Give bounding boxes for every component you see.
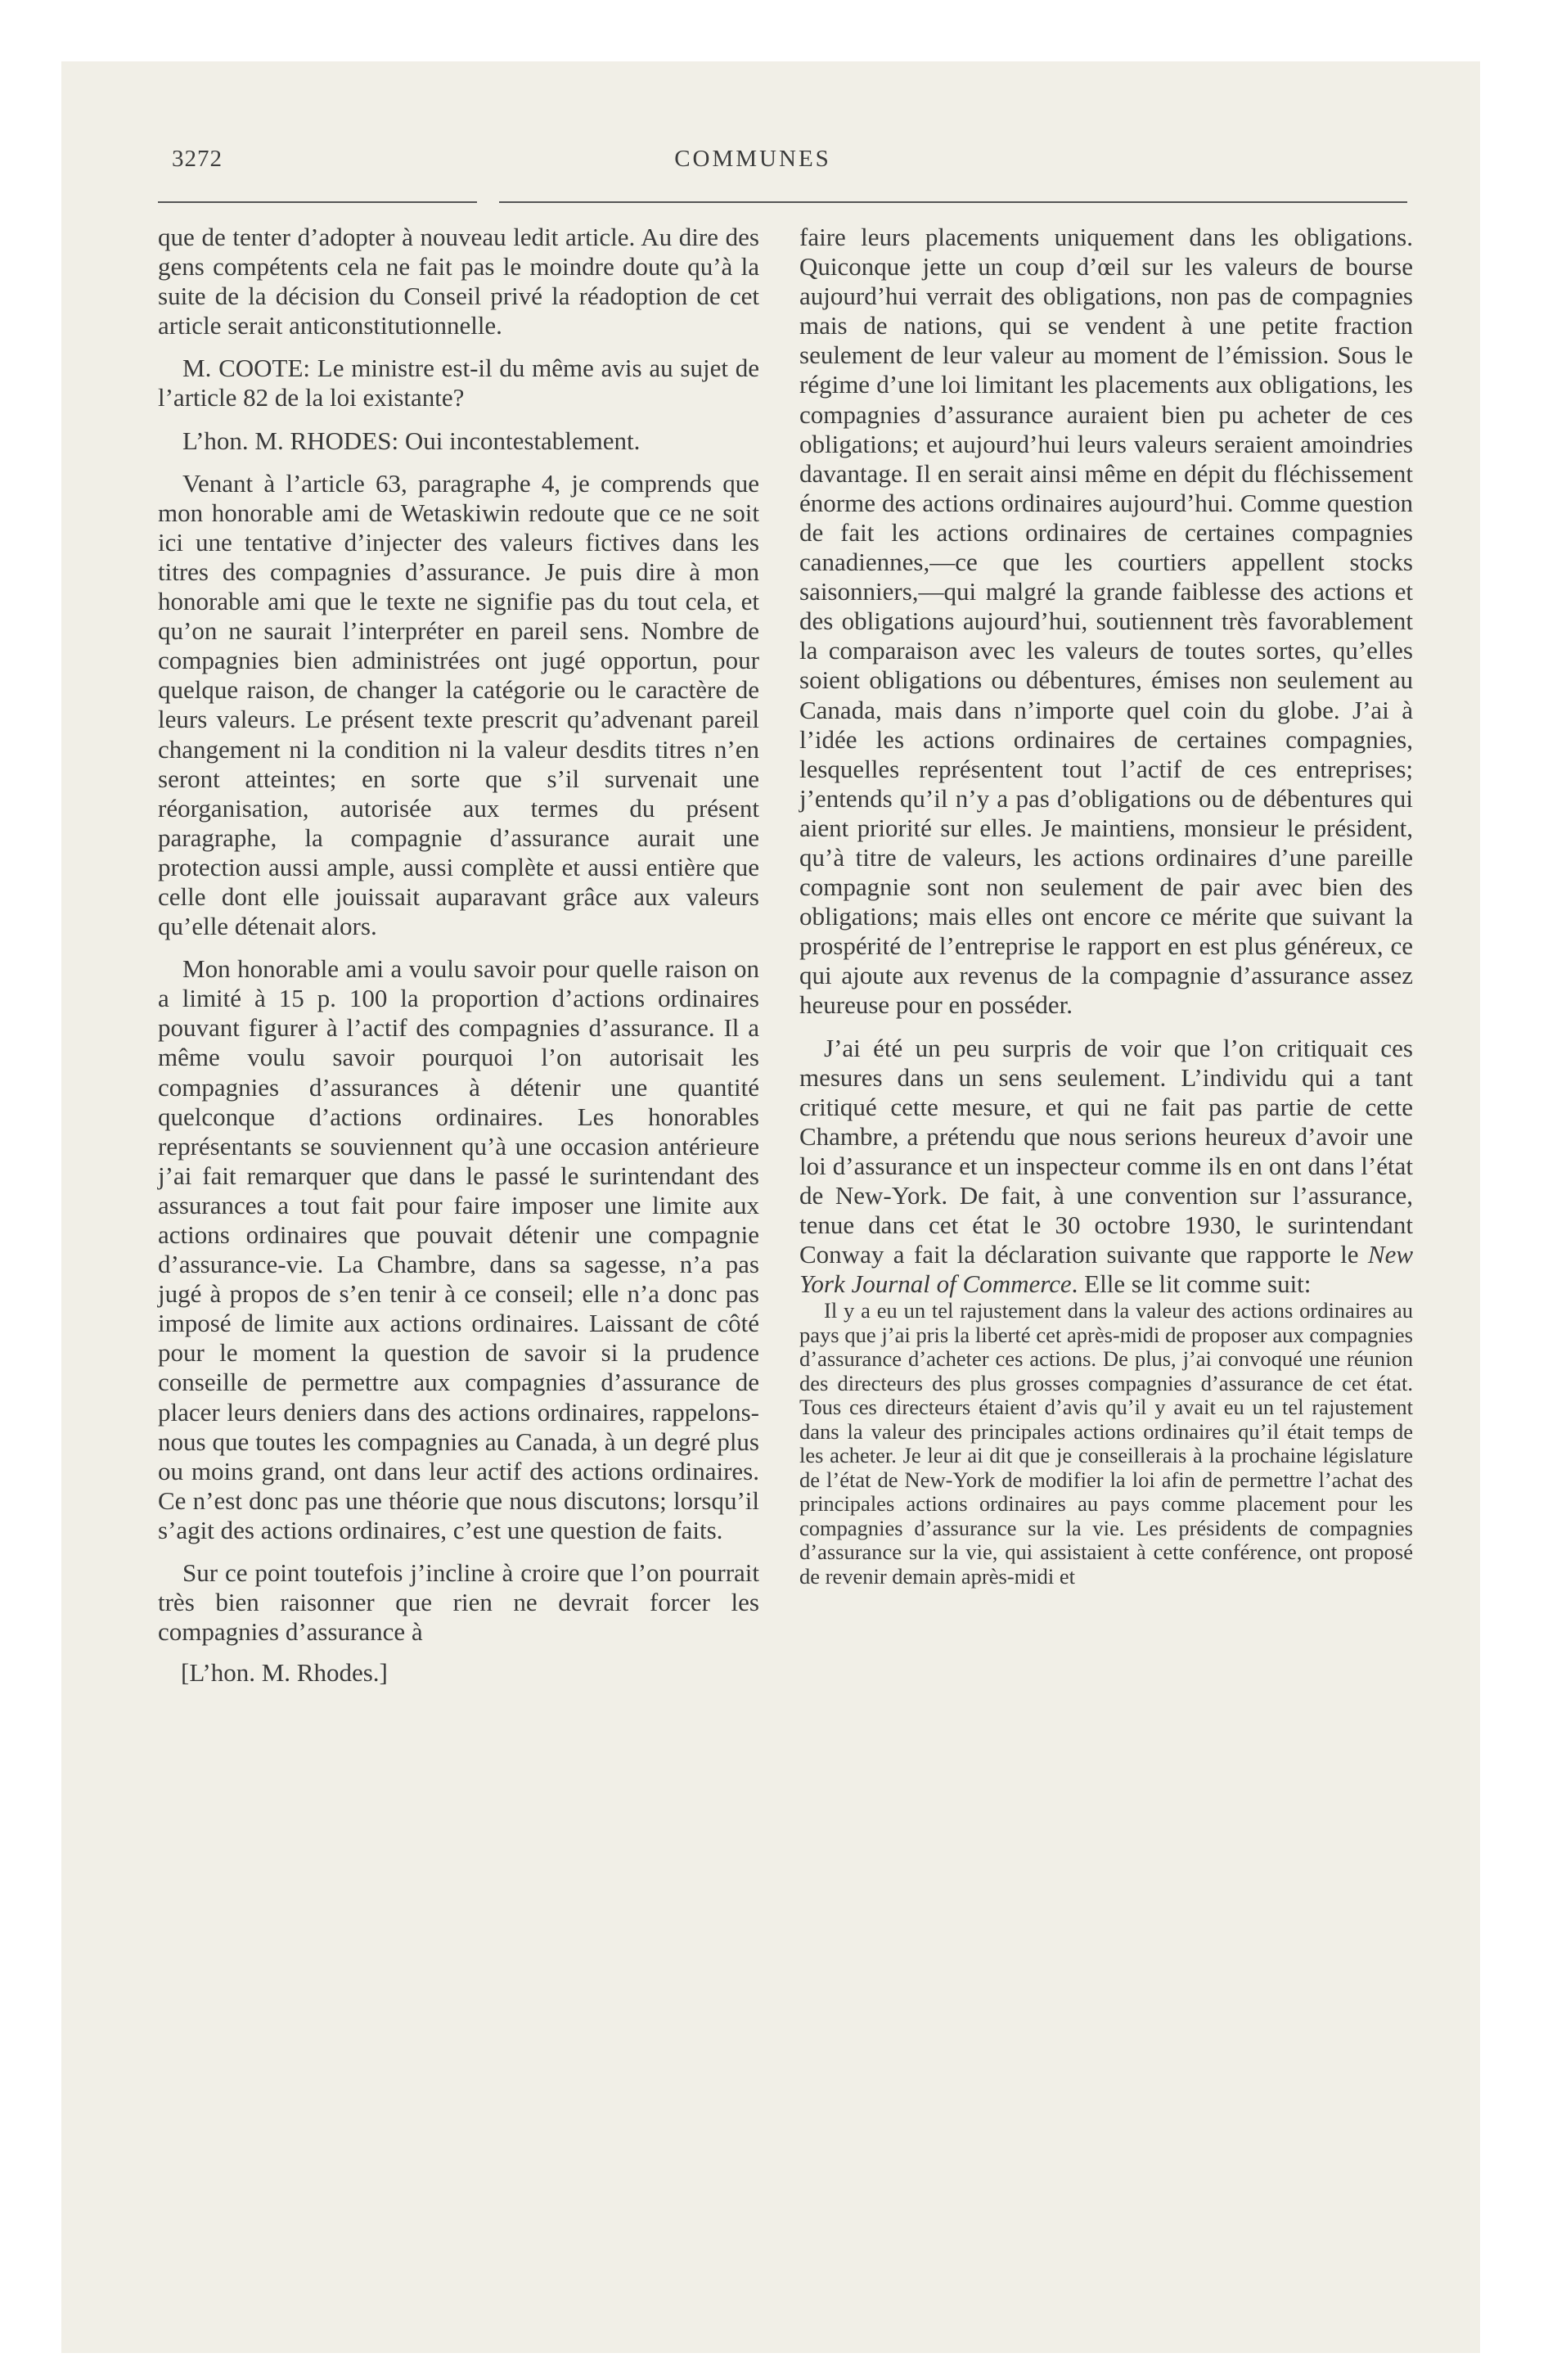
paragraph: faire leurs placements uniquement dans les obligations. Quiconque jette un coup d’œil sur les valeurs de bourse aujourd’hui verrait des obligations, non pas de compagnies mais de nations, qui se vendent à une petite fraction seulement de leur valeur au moment de l’émission. Sous le régime d’une loi limitant les placements aux obligations, les compagnies d’assurance auraient bien pu acheter de ces obligations; et aujourd’hui leurs valeurs seraient amoindries davantage. Il en serait ainsi même en dépit du fléchissement énorme des actions ordinaires aujourd’hui. Comme question de fait les actions ordinaires de certaines compagnies canadiennes,—ce que les courtiers appellent stocks saisonniers,—qui malgré la grande faiblesse des actions et des obligations aujourd’hui, soutiennent très favorablement la comparaison avec les valeurs de toutes sortes, qu’elles soient obligations ou débentures, émises non seulement au Canada, mais dans n’importe quel coin du globe. J’ai à l’idée les actions ordinaires de certaines compagnies, lesquelles représentent tout l’actif de ces entreprises; j’entends qu’il n’y a pas d’obligations ou de débentures qui aient priorité sur elles. Je maintiens, monsieur le président, qu’à titre de valeurs, les actions ordinaires d’une pareille compagnie sont non seulement de pair avec bien des obligations; mais elles ont encore ce mérite que suivant la prospérité de l’entreprise le rapport en est plus généreux, ce qui ajoute aux revenus de la compagnie d’assurance assez heureuse pour en posséder. [799,223,1413,1020]
paragraph: que de tenter d’adopter à nouveau ledit article. Au dire des gens compétents cela ne fait pas le moindre doute qu’à la suite de la décision du Conseil privé la réadoption de cet article serait anticonstitutionnelle. [158,223,759,340]
header-rule-left [158,201,477,203]
running-title: COMMUNES [674,146,831,172]
header-rule-right [499,201,1407,203]
journal-name: New York Journal of Commerce [799,1240,1414,1299]
paragraph: L’hon. M. RHODES: Oui incontestablement. [182,426,641,455]
left-column [158,223,759,1688]
block-quote: Il y a eu un tel rajustement dans la valeur des actions ordinaires au pays que j’ai pris la liberté cet après-midi de proposer aux compagnies d’assurance d’acheter ces actions. De plus, j’ai convoqué une réunion des directeurs des plus grosses compagnies d’assurance de cet état. Tous ces directeurs étaient d’avis qu’il y avait eu un tel rajustement dans la valeur des principales actions ordinaires qu’il était temps de les acheter. Je leur ai dit que je conseillerais à la prochaine législature de l’état de New-York de modifier la loi afin de permettre l’achat des principales actions ordinaires au pays comme placement pour les compagnies d’assurance sur la vie. Les présidents de compagnies d’assurance sur la vie, qui assistaient à cette conférence, ont proposé de revenir demain après-midi et [799,1298,1413,1589]
right-column [799,223,1413,1602]
paragraph: Venant à l’article 63, paragraphe 4, je comprends que mon honorable ami de Wetaskiwin redoute que ce ne soit ici une tentative d’injecter des valeurs fictives dans les titres des compagnies d’assurance. Je puis dire à mon honorable ami que le texte ne signifie pas du tout cela, et qu’on ne saurait l’interpréter en pareil sens. Nombre de compagnies bien administrées ont jugé opportun, pour quelque raison, de changer la catégorie ou le caractère de leurs valeurs. Le présent texte prescrit qu’advenant pareil changement ni la condition ni la valeur desdits titres n’en seront atteintes; en sorte que s’il survenait une réorganisation, autorisée aux termes du présent paragraphe, la compagnie d’assurance aurait une protection aussi ample, aussi complète et aussi entière que celle dont elle jouissait auparavant grâce aux valeurs qu’elle détenait alors. [158,468,759,941]
paragraph-text: J’ai été un peu surpris de voir que l’on critiquait ces mesures dans un sens seulement. L’individu qui a tant critiqué cette mesure, et qui ne fait pas partie de cette Chambre, a prétendu que nous serions heureux d’avoir une loi d’assurance et un inspecteur comme ils en ont dans l’état de New-York. De fait, à une convention sur l’assurance, tenue dans cet état le 30 octobre 1930, le surintendant Conway a fait la déclaration suivante que rapporte le [799,1033,1413,1269]
paragraph: M. COOTE: Le ministre est-il du même avis au sujet de l’article 82 de la loi existante? [158,354,759,412]
page-header [98,146,1407,178]
paragraph: Mon honorable ami a voulu savoir pour quelle raison on a limité à 15 p. 100 la proportion d’actions ordinaires pouvant figurer à l’actif des compagnies d’assurance. Il a même voulu savoir pourquoi l’on autorisait les compagnies d’assurances à détenir une quantité quelconque d’actions ordinaires. Les honorables représentants se souviennent qu’à une occasion antérieure j’ai fait remarquer que dans le passé le surintendant des assurances a tout fait pour faire imposer une limite aux actions ordinaires que pouvait détenir une compagnie d’assurance-vie. La Chambre, dans sa sagesse, n’a pas jugé à propos de s’en tenir à ce conseil; elle n’a donc pas imposé de limite aux actions ordinaires. Laissant de côté pour le moment la question de savoir si la prudence conseille de permettre aux compagnies d’assurance de placer leurs deniers dans des actions ordinaires, rappelons-nous que toutes les compagnies au Canada, à un degré plus ou moins grand, ont dans leur actif des actions ordinaires. Ce n’est donc pas une théorie que nous discutons; lorsqu’il s’agit des actions ordinaires, c’est une question de faits. [158,954,759,1544]
paragraph-text: . Elle se lit comme suit: [1071,1269,1312,1299]
paragraph: Sur ce point toutefois j’incline à croire que l’on pourrait très bien raisonner que rien ne devrait forcer les compagnies d’assurance à [158,1558,759,1647]
paragraph [799,1034,1413,1300]
speaker-attribution: [L’hon. M. Rhodes.] [181,1658,388,1688]
page-number: 3272 [172,146,223,172]
